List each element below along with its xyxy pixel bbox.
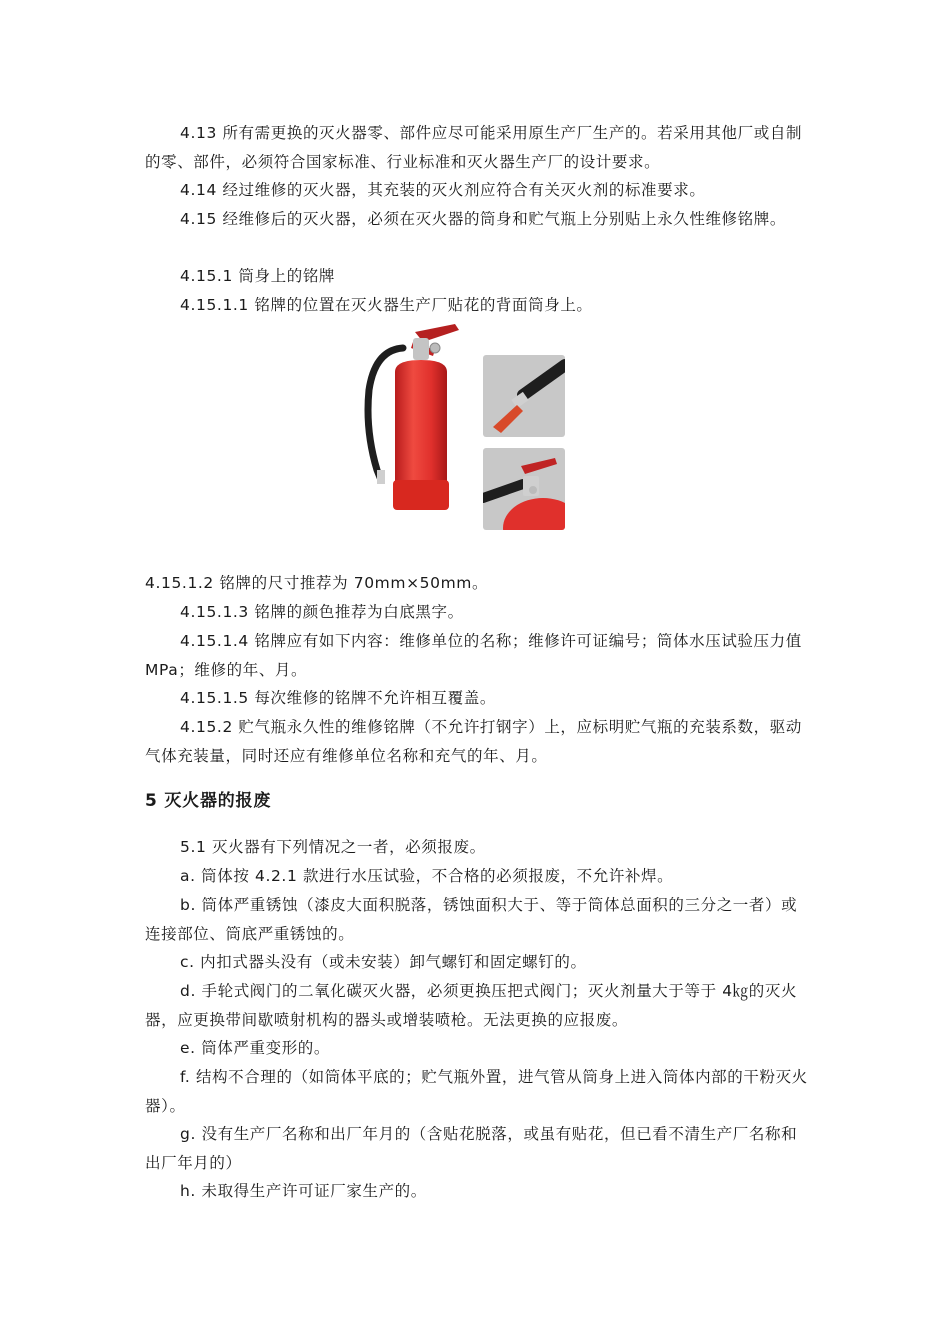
extinguisher-figure: [355, 320, 575, 535]
nozzle-closeup-thumbnail: [483, 355, 565, 437]
list-item-c: c. 内扣式器头没有（或未安装）卸气螺钉和固定螺钉的。: [180, 953, 587, 971]
list-item-b: b. 筒体严重锈蚀（漆皮大面积脱落，锈蚀面积大于、等于筒体总面积的三分之一者）或连接部位、筒底严重锈蚀的。: [145, 896, 798, 943]
list-item-a: a. 筒体按 4.2.1 款进行水压试验，不合格的必须报废，不允许补焊。: [180, 867, 674, 885]
paragraph-4-15: 4.15 经维修后的灭火器，必须在灭火器的筒身和贮气瓶上分别贴上永久性维修铭牌。: [180, 210, 786, 228]
paragraph-4-15-1-1: 4.15.1.1 铭牌的位置在灭火器生产厂贴花的背面筒身上。: [180, 296, 593, 314]
list-item-h: h. 未取得生产许可证厂家生产的。: [180, 1182, 427, 1200]
valve-closeup-icon: [483, 448, 565, 530]
list-item-d: d. 手轮式阀门的二氧化碳灭火器，必须更换压把式阀门；灭火剂量大于等于 4㎏的灭火器，应更换带间歇喷射机构的器头或增装喷枪。无法更换的应报废。: [145, 982, 798, 1029]
list-item-g: g. 没有生产厂名称和出厂年月的（含贴花脱落，或虽有贴花，但已看不清生产厂名称和出厂年月的）: [145, 1125, 798, 1172]
paragraph-4-15-1-3: 4.15.1.3 铭牌的颜色推荐为白底黑字。: [180, 603, 464, 621]
fire-extinguisher-icon: [355, 320, 475, 535]
paragraph-4-15-1-5: 4.15.1.5 每次维修的铭牌不允许相互覆盖。: [180, 689, 496, 707]
section-5-heading: 5 灭火器的报废: [145, 791, 272, 811]
paragraph-4-14: 4.14 经过维修的灭火器，其充装的灭火剂应符合有关灭火剂的标准要求。: [180, 181, 706, 199]
list-item-f: f. 结构不合理的（如筒体平底的；贮气瓶外置，进气管从筒身上进入筒体内部的干粉灭火器）。: [145, 1068, 808, 1115]
paragraph-4-15-2: 4.15.2 贮气瓶永久性的维修铭牌（不允许打钢字）上，应标明贮气瓶的充装系数，驱动气体充装量，同时还应有维修单位名称和充气的年、月。: [145, 718, 802, 765]
valve-closeup-thumbnail: [483, 448, 565, 530]
list-item-e: e. 筒体严重变形的。: [180, 1039, 330, 1057]
paragraph-4-15-1-4: 4.15.1.4 铭牌应有如下内容：维修单位的名称；维修许可证编号；筒体水压试验压力值 MPa；维修的年、月。: [145, 632, 802, 679]
nozzle-closeup-icon: [483, 355, 565, 437]
paragraph-4-15-1: 4.15.1 筒身上的铭牌: [180, 267, 336, 285]
paragraph-4-15-1-2: 4.15.1.2 铭牌的尺寸推荐为 70mm×50mm。: [145, 574, 489, 592]
paragraph-4-13: 4.13 所有需更换的灭火器零、部件应尽可能采用原生产厂生产的。若采用其他厂或自制的零、部件，必须符合国家标准、行业标准和灭火器生产厂的设计要求。: [145, 124, 803, 171]
paragraph-5-1: 5.1 灭火器有下列情况之一者，必须报废。: [180, 838, 486, 856]
